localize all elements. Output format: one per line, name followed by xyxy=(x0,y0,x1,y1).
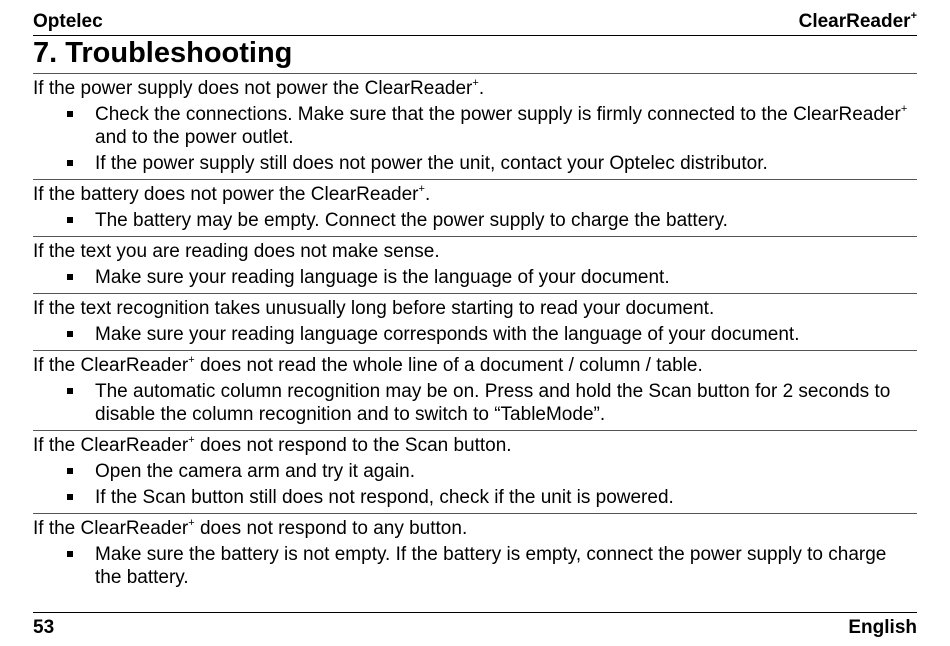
solution-list xyxy=(33,209,917,232)
page-header xyxy=(33,0,917,36)
problem-statement xyxy=(33,183,917,206)
troubleshooting-section xyxy=(33,74,917,180)
header-product-name: ClearReader xyxy=(798,11,911,32)
troubleshooting-section xyxy=(33,431,917,514)
solution-list xyxy=(33,266,917,289)
troubleshooting-section xyxy=(33,180,917,237)
solution-item xyxy=(33,152,917,175)
solution-item xyxy=(33,486,917,509)
troubleshooting-section xyxy=(33,351,917,431)
text-before: The battery may be empty. Connect the power supply to charge the battery. xyxy=(95,210,728,231)
text-sup: + xyxy=(900,102,908,115)
page-title: 7. Troubleshooting xyxy=(33,36,917,74)
solution-item xyxy=(33,323,917,346)
problem-statement xyxy=(33,240,917,263)
solution-item xyxy=(33,266,917,289)
text-sup: + xyxy=(188,353,195,366)
solution-list xyxy=(33,543,917,589)
text-before: Make sure the battery is not empty. If the battery is empty, connect the power supply to charge the battery. xyxy=(95,544,887,588)
text-sup: + xyxy=(418,182,425,195)
header-product xyxy=(799,11,917,33)
solution-item xyxy=(33,380,917,426)
header-product-sup: + xyxy=(910,9,917,22)
problem-statement xyxy=(33,354,917,377)
troubleshooting-section xyxy=(33,294,917,351)
text-after: does not respond to the Scan button. xyxy=(194,435,512,456)
text-after: does not read the whole line of a document / column / table. xyxy=(194,355,703,376)
text-before: If the ClearReader xyxy=(33,518,189,539)
solution-item xyxy=(33,103,917,149)
problem-statement xyxy=(33,297,917,320)
text-sup: + xyxy=(472,76,479,89)
text-before: The automatic column recognition may be on. Press and hold the Scan button for 2 seconds to disable the column recognition and to switch to “TableMode”. xyxy=(95,381,891,425)
text-sup: + xyxy=(188,516,195,529)
solution-list xyxy=(33,380,917,426)
text-after: . xyxy=(478,78,485,99)
header-brand: Optelec xyxy=(33,11,103,32)
text-after: does not respond to any button. xyxy=(194,518,468,539)
problem-statement xyxy=(33,77,917,100)
text-after: . xyxy=(424,184,431,205)
troubleshooting-section xyxy=(33,237,917,294)
troubleshooting-sections xyxy=(33,74,917,593)
text-sup: + xyxy=(188,433,195,446)
solution-list xyxy=(33,460,917,509)
text-before: If the battery does not power the ClearReader xyxy=(33,184,419,205)
page-footer xyxy=(33,612,917,639)
text-before: Check the connections. Make sure that the power supply is firmly connected to the ClearReader xyxy=(95,104,901,125)
text-before: If the ClearReader xyxy=(33,435,189,456)
solution-item xyxy=(33,209,917,232)
text-before: If the power supply still does not power the unit, contact your Optelec distributor. xyxy=(95,153,768,174)
solution-item xyxy=(33,460,917,483)
text-before: If the Scan button still does not respond, check if the unit is powered. xyxy=(95,487,674,508)
text-before: If the text recognition takes unusually long before starting to read your document. xyxy=(33,298,715,319)
text-after: and to the power outlet. xyxy=(95,127,294,148)
text-before: Make sure your reading language is the language of your document. xyxy=(95,267,670,288)
problem-statement xyxy=(33,517,917,540)
solution-item xyxy=(33,543,917,589)
text-before: If the text you are reading does not make sense. xyxy=(33,241,440,262)
text-before: Open the camera arm and try it again. xyxy=(95,461,415,482)
text-before: If the power supply does not power the ClearReader xyxy=(33,78,473,99)
text-before: Make sure your reading language corresponds with the language of your document. xyxy=(95,324,800,345)
footer-language: English xyxy=(848,617,917,638)
solution-list xyxy=(33,103,917,175)
page-number: 53 xyxy=(33,617,55,638)
problem-statement xyxy=(33,434,917,457)
solution-list xyxy=(33,323,917,346)
text-before: If the ClearReader xyxy=(33,355,189,376)
troubleshooting-section xyxy=(33,514,917,593)
